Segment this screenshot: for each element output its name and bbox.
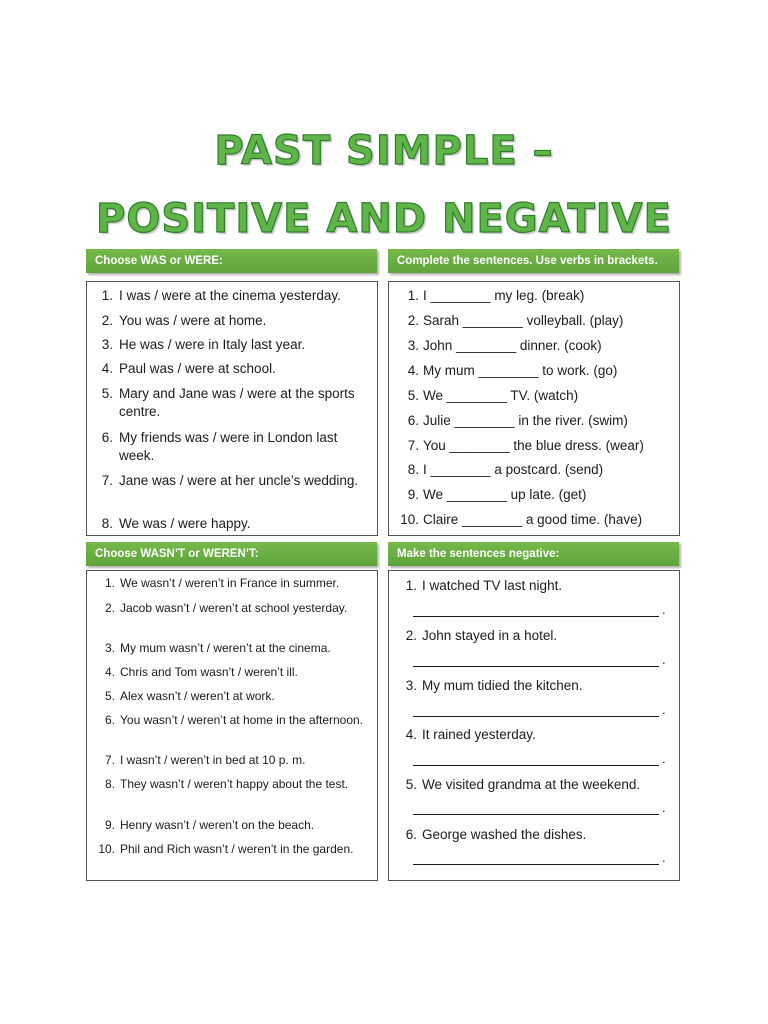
- exercise-item: [397, 387, 671, 405]
- item-text: John ________ dinner. (cook): [423, 338, 602, 353]
- item-number: 9.: [104, 818, 115, 832]
- item-number: 7.: [101, 473, 113, 488]
- exercise-item: [397, 826, 671, 844]
- item-number: 8.: [407, 462, 419, 477]
- item-number: 6.: [407, 413, 419, 428]
- answer-line[interactable]: [413, 864, 659, 865]
- item-number: 6.: [101, 430, 113, 445]
- item-text: I ________ a postcard. (send): [423, 462, 604, 477]
- item-text: Phil and Rich wasn’t / weren’t in the garden.: [120, 842, 354, 856]
- exercise-item: [397, 337, 671, 355]
- item-text: You ________ the blue dress. (wear): [423, 438, 644, 453]
- item-number: 5.: [101, 386, 113, 401]
- item-text: My mum tidied the kitchen.: [422, 678, 583, 693]
- exercise-item: [95, 817, 369, 834]
- item-text: My mum wasn’t / weren’t at the cinema.: [120, 641, 331, 655]
- item-number: 7.: [407, 438, 419, 453]
- item-number: 2.: [405, 628, 417, 643]
- item-text: He was / were in Italy last year.: [119, 337, 306, 352]
- exercise-box-negative: [388, 570, 680, 881]
- exercise-item: [397, 511, 671, 529]
- item-text: We visited grandma at the weekend.: [422, 777, 641, 792]
- exercise-item: [95, 841, 369, 858]
- answer-line-end: .: [662, 652, 666, 667]
- exercise-item: [95, 712, 369, 729]
- item-number: 3.: [101, 337, 113, 352]
- exercise-item: [397, 362, 671, 380]
- item-number: 4.: [101, 361, 113, 376]
- item-text: Claire ________ a good time. (have): [423, 512, 643, 527]
- exercise-item: [95, 640, 369, 657]
- exercise-item: [95, 360, 369, 378]
- item-text: Henry wasn’t / weren’t on the beach.: [120, 818, 315, 832]
- item-text: John stayed in a hotel.: [422, 628, 558, 643]
- item-text: Mary and Jane was / were at the sports centre.: [119, 386, 355, 419]
- item-text: I was / were at the cinema yesterday.: [119, 288, 341, 303]
- item-text: We wasn’t / weren’t in France in summer.: [120, 576, 340, 590]
- exercise-item: [95, 664, 369, 681]
- answer-line[interactable]: [413, 716, 659, 717]
- item-text: We ________ TV. (watch): [423, 388, 579, 403]
- answer-line[interactable]: [413, 765, 659, 766]
- answer-line-end: .: [662, 702, 666, 717]
- exercise-item: [95, 472, 369, 490]
- item-number: 5.: [405, 777, 417, 792]
- item-text: Paul was / were at school.: [119, 361, 276, 376]
- item-number: 7.: [104, 753, 115, 767]
- exercise-item: [397, 287, 671, 305]
- section-header-was-were: Choose WAS or WERE:: [86, 249, 377, 273]
- item-number: 3.: [407, 338, 419, 353]
- item-text: Jacob wasn’t / weren’t at school yesterday.: [120, 601, 348, 615]
- item-number: 1.: [405, 578, 417, 593]
- item-number: 10.: [400, 512, 419, 527]
- item-number: 2.: [101, 313, 113, 328]
- exercise-item: [95, 429, 369, 465]
- item-text: I wasn’t / weren’t in bed at 10 p. m.: [120, 753, 306, 767]
- section-header-negative: Make the sentences negative:: [388, 542, 679, 566]
- exercise-item: [397, 312, 671, 330]
- exercise-box-wasnt-werent: [86, 570, 378, 881]
- exercise-item: [95, 385, 369, 421]
- item-text: Julie ________ in the river. (swim): [423, 413, 628, 428]
- worksheet-title-line-2: POSITIVE AND NEGATIVE: [96, 196, 672, 242]
- item-text: It rained yesterday.: [422, 727, 536, 742]
- item-text: My friends was / were in London last week.: [119, 430, 338, 463]
- item-text: George washed the dishes.: [422, 827, 587, 842]
- item-number: 4.: [407, 363, 419, 378]
- exercise-item: [95, 575, 369, 592]
- item-text: Alex wasn’t / weren’t at work.: [120, 689, 275, 703]
- section-header-complete: Complete the sentences. Use verbs in brackets.: [388, 249, 679, 273]
- exercise-item: [95, 776, 369, 793]
- exercise-item: [95, 287, 369, 305]
- item-number: 3.: [405, 678, 417, 693]
- item-number: 1.: [104, 576, 115, 590]
- exercise-item: [397, 627, 671, 645]
- answer-line-end: .: [662, 850, 666, 865]
- answer-line-end: .: [662, 602, 666, 617]
- item-number: 4.: [104, 665, 115, 679]
- item-text: You was / were at home.: [119, 313, 267, 328]
- exercise-item: [95, 688, 369, 705]
- exercise-item: [95, 336, 369, 354]
- exercise-item: [397, 577, 671, 595]
- answer-line[interactable]: [413, 616, 659, 617]
- exercise-item: [397, 461, 671, 479]
- exercise-item: [397, 726, 671, 744]
- exercise-item: [95, 312, 369, 330]
- exercise-box-complete: [388, 281, 680, 536]
- item-text: We ________ up late. (get): [423, 487, 587, 502]
- item-number: 2.: [104, 601, 115, 615]
- item-number: 1.: [407, 288, 419, 303]
- item-number: 3.: [104, 641, 115, 655]
- answer-line-end: .: [662, 800, 666, 815]
- exercise-item: [397, 486, 671, 504]
- exercise-item: [95, 515, 369, 533]
- exercise-item: [95, 752, 369, 769]
- item-text: I ________ my leg. (break): [423, 288, 585, 303]
- exercise-item: [397, 437, 671, 455]
- item-number: 8.: [104, 777, 115, 791]
- item-text: My mum ________ to work. (go): [423, 363, 618, 378]
- item-number: 9.: [407, 487, 419, 502]
- item-text: Jane was / were at her uncle’s wedding.: [119, 473, 359, 488]
- exercise-item: [397, 677, 671, 695]
- answer-line-end: .: [662, 751, 666, 766]
- item-number: 4.: [405, 727, 417, 742]
- item-text: They wasn’t / weren’t happy about the test.: [120, 777, 349, 791]
- item-number: 1.: [101, 288, 113, 303]
- item-number: 6.: [104, 713, 115, 727]
- item-text: Sarah ________ volleyball. (play): [423, 313, 624, 328]
- item-text: We was / were happy.: [119, 516, 251, 531]
- exercise-box-was-were: [86, 281, 378, 536]
- item-text: Chris and Tom wasn’t / weren’t ill.: [120, 665, 298, 679]
- item-number: 5.: [407, 388, 419, 403]
- exercise-item: [397, 776, 671, 794]
- item-number: 8.: [101, 516, 113, 531]
- section-header-wasnt-werent: Choose WASN’T or WEREN’T:: [86, 542, 377, 566]
- answer-line[interactable]: [413, 814, 659, 815]
- item-number: 6.: [405, 827, 417, 842]
- item-number: 5.: [104, 689, 115, 703]
- item-number: 10.: [98, 842, 115, 856]
- exercise-item: [397, 412, 671, 430]
- item-text: I watched TV last night.: [422, 578, 563, 593]
- worksheet-title-line-1: PAST SIMPLE –: [214, 128, 554, 174]
- item-text: You wasn’t / weren’t at home in the afternoon.: [120, 713, 364, 727]
- answer-line[interactable]: [413, 666, 659, 667]
- item-number: 2.: [407, 313, 419, 328]
- exercise-item: [95, 600, 369, 617]
